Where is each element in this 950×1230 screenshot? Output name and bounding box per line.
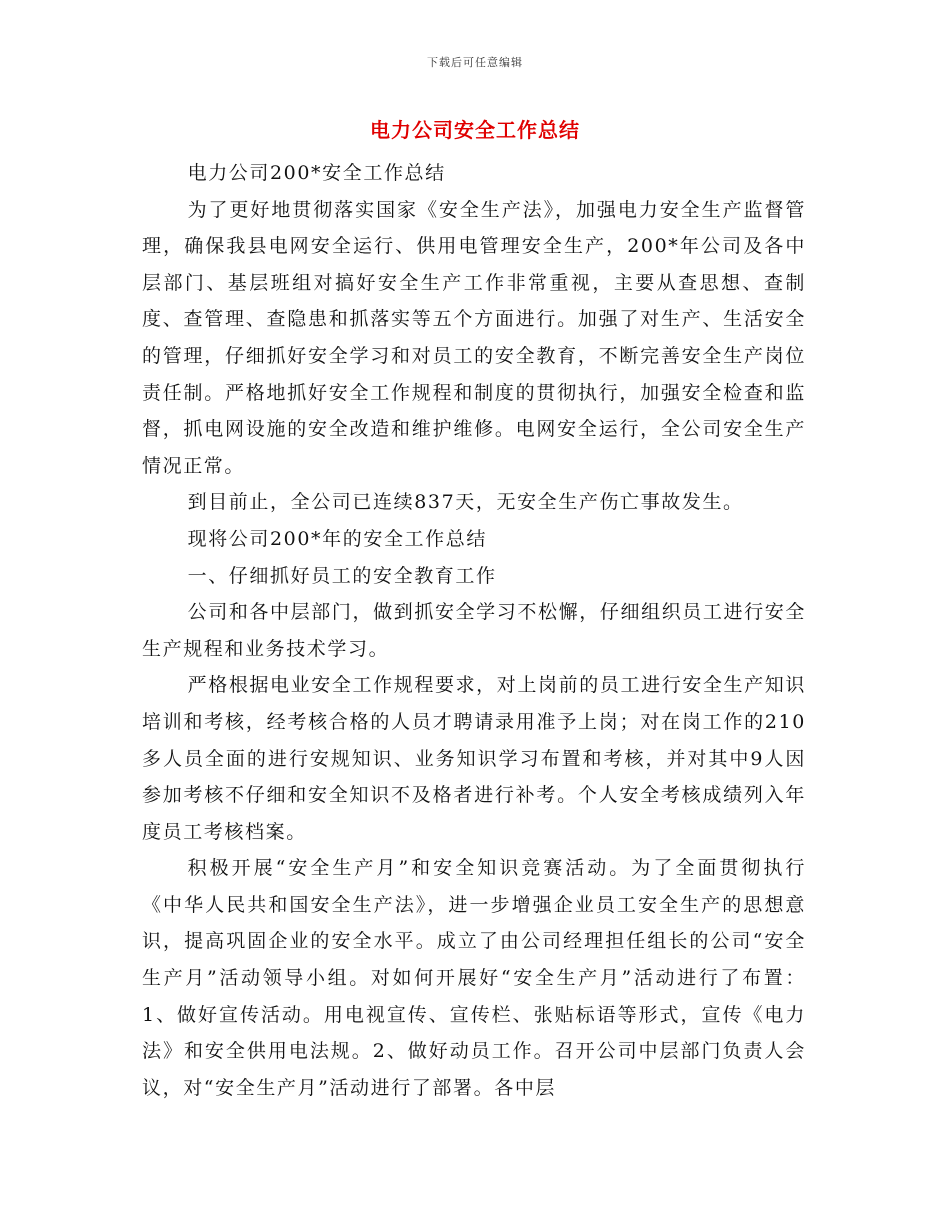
paragraph-intro: 为了更好地贯彻落实国家《安全生产法》，加强电力安全生产监督管理，确保我县电网安全运行、供用电管理安全生产，200*年公司及各中层部门、基层班组对搞好安全生产工作非常重视，主要从查思想、查制度、查管理、查隐患和抓落实等五个方面进行。加强了对生产、生活安全的管理，仔细抓好安全学习和对员工的安全教育，不断完善安全生产岗位责任制。严格地抓好安全工作规程和制度的贯彻执行，加强安全检查和监督，抓电网设施的安全改造和维护维修。电网安全运行，全公司安全生产情况正常。 (142, 198, 806, 477)
section-heading-1: 一、仔细抓好员工的安全教育工作 (187, 564, 497, 587)
paragraph-summary-lead: 现将公司200*年的安全工作总结 (187, 527, 487, 550)
header-note: 下载后可任意编辑 (427, 56, 523, 69)
document-title: 电力公司安全工作总结 (370, 118, 580, 142)
paragraph-safety-month: 积极开展“安全生产月”和安全知识竞赛活动。为了全面贯彻执行《中华人民共和国安全生产法》，进一步增强企业员工安全生产的思想意识，提高巩固企业的安全水平。成立了由公司经理担任组长的公司“安全生产月”活动领导小组。对如何开展好“安全生产月”活动进行了布置：1、做好宣传活动。用电视宣传、宣传栏、张贴标语等形式，宣传《电力法》和安全供用电法规。2、做好动员工作。召开公司中层部门负责人会议，对“安全生产月”活动进行了部署。各中层 (142, 857, 806, 1099)
document-body (142, 155, 806, 1106)
paragraph-training: 严格根据电业安全工作规程要求，对上岗前的员工进行安全生产知识培训和考核，经考核合格的人员才聘请录用准予上岗；对在岗工作的210多人员全面的进行安规知识、业务知识学习布置和考核，并对其中9人因参加考核不仔细和安全知识不及格者进行补考。个人安全考核成绩列入年度员工考核档案。 (142, 674, 806, 843)
paragraph-subtitle: 电力公司200*安全工作总结 (187, 162, 446, 184)
paragraph-safety-record: 到目前止，全公司已连续837天，无安全生产伤亡事故发生。 (187, 491, 744, 514)
paragraph-study: 公司和各中层部门，做到抓安全学习不松懈，仔细组织员工进行安全生产规程和业务技术学习。 (142, 601, 806, 660)
